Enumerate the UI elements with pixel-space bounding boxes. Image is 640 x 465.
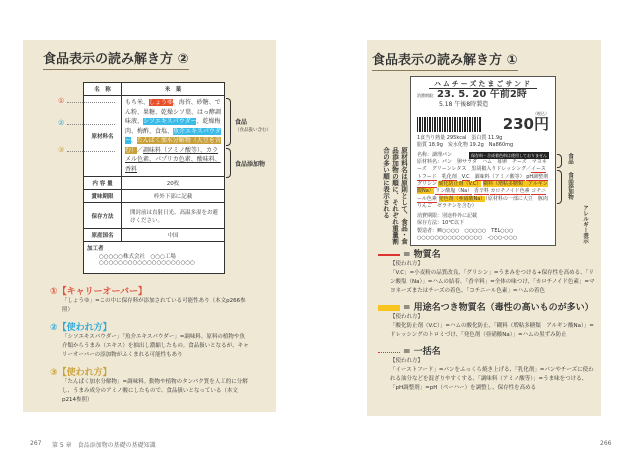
marker-1: ① [58,97,65,105]
row-label: 内 容 量 [84,177,122,190]
sub: 【使われ方】 [390,314,424,320]
row-value: 中国 [122,229,225,242]
note-heading [50,320,250,333]
vertical-note: 原材料名は原則として、食品・食品添加物の順に、それぞれ重量割合の多い順に表示される [382,147,408,245]
text: （食品扱い含む） [235,128,271,133]
right-title: 食品表示の読み解き方 ① [372,49,518,71]
notice: 保存料・合成着色料は使用しておりません [471,152,547,158]
row-value: 20枚 [122,177,225,190]
text: 、乾燥梅肉、梅酢、食塩、 [125,118,221,135]
ingredients-value [122,96,225,177]
legend-purpose [378,300,596,340]
ing: pH調整剤 [526,173,549,180]
note-1 [50,284,250,315]
ing: 乳化剤 [441,173,457,180]
ing: カロチノイド色素 [490,188,530,195]
row-label: 保存方法 [84,203,122,229]
maker: 製造者：㈱○○○○ ○○○○○ TEL○○○ [417,227,514,234]
maker-cell [84,242,225,274]
legend-title [378,300,596,313]
label-name: 名称：調理パン [417,151,453,158]
side-additive-label: 食品添加物 [567,172,573,200]
price: 230円 [502,115,549,134]
sub: 【使われ方】 [390,358,424,364]
shoyu-highlight: しょうゆ [149,99,173,106]
gyokai-highlight: 魚介エキスパウダー [125,127,221,144]
maker-line: ○○○○○○○○○○○○○○○○○○○○ [99,260,195,266]
legend-text: 「イーストフード」=パンをふっくら焼き上げる、「乳化剤」=パンやチーズに使われる油分などを混ざりやすくする、「調味料（アミノ酸等）」=うま味をつける、「pH調整剤」=pH（ペーハー）を調整し、保存性を高める [390,367,594,391]
side-food-label [235,117,271,133]
note-3 [50,365,250,405]
leader-line [67,124,115,125]
sub: 【使われ方】 [390,261,424,267]
ing: コチニール色素 [417,188,547,202]
legend [378,247,596,393]
legend-title [378,344,596,357]
sandwich-label [410,76,556,246]
text: 食品 [235,119,248,126]
num: ① [50,287,58,297]
ing: 酸化防止剤（V.C） [438,180,482,187]
food-bracket [557,154,562,168]
product-name: ハムチーズたまごサンド [429,81,537,89]
legend-title [378,247,596,260]
nutrition: 1食当り熱量 295kcal 蛋白質 11.9g [417,135,503,142]
num: ② [50,323,58,333]
notes [50,284,250,405]
wavy-line-swatch [378,351,400,353]
ing: 糊料（増粘多糖類 アルギン酸Na） [417,180,548,195]
additive-bracket [226,148,231,178]
barcode-row [417,110,549,132]
leader-line [67,102,115,103]
heading: 【使われ方】 [57,323,112,333]
tax-label: （税込） [533,110,549,116]
shiso-highlight: シソエキスパウダー [143,118,197,125]
note-heading [50,284,250,297]
ingredients-label: 原材料名 [84,96,122,177]
legend-substance [378,247,596,296]
name-value: 米 菓 [122,83,225,96]
additives-text: 調味料（アミノ酸等）、カラメル色素、パプリカ色素、酸味料、香料 [125,146,221,173]
leader-line [67,151,115,152]
note-text: 「しょうゆ」=この中に保存料が添加されている可能性あり（本文p266参照） [62,298,246,313]
page-number-left: 267 [30,440,42,447]
num: ③ [50,368,58,378]
text: もち米、 [125,99,150,106]
yellow-swatch [378,305,400,311]
barcode [417,117,481,132]
ing: 調味料（アミノ酸等） [474,173,525,180]
row-label: 賞味期限 [84,190,122,203]
text: ／ [137,146,144,154]
chapter-title: 第 5 章 食品添加物の基礎の基礎知識 [52,442,156,449]
food-bracket [226,98,231,146]
row-value: 開封前は直射日光、高温多湿をお避けください。 [122,203,225,229]
maker-label: 加工者 [87,246,104,252]
side-additive-label: 食品添加物 [235,161,266,168]
title: = 用途名つき物質名（毒性の高いものが多い） [403,303,594,313]
maker: ○○○○○○○○○○○○○○○ -○○○-○○○ [417,235,518,242]
name-label: 名 称 [84,83,122,96]
expiry-line [417,91,549,100]
note-text: 「たんぱく加水分解物」=調味料。動物や植物のタンパク質を人工的に分解し、うまみ成分のアミノ酸にしたもので、食品扱いとなっている（本文p214参照） [62,379,248,403]
marker-2: ② [58,119,65,127]
text: 、 [130,137,137,144]
legend-text: 「V.C」=小麦粉の品質改良、「グリシン」=うまみをつける+保存性を高める、「リン酸塩（Na）」=ハムの結着、「香辛料」=全体の味つけ、「カロチノイド色素」=マヨネーズまたはチーズの着色、「コチニール色素」=ハムの着色 [390,270,595,294]
expiry-date: 23. 5. 20 午前2時 [437,89,527,101]
ing: V.C [461,173,470,180]
ing: グリシン [417,180,437,187]
made-date: 5.18 午後8時製造 [439,100,489,108]
nutrition: 脂質 18.9g 炭水化物 19.2g Na860mg [417,142,514,149]
product-label-table [83,82,225,274]
title: = 物質名 [403,250,441,260]
side-food-label: 食品 [567,153,573,164]
row-label: 原産国名 [84,229,122,242]
maker-line: ○○○○○株式会社 ○○○工場 [99,254,176,260]
red-line-swatch [378,254,400,256]
name-row [417,152,549,159]
expiry-label: 消費期限： [417,93,437,99]
note-text: 「シソエキスパウダー」「魚介エキスパウダー」=調味料。原料の植物や魚介類からうまみ（エキス）を抽出し濃縮したもの。食品扱いとなるが、キャリーオーバーの添加物がふくまれる可能性もあり [62,334,249,358]
storage: 保存方法：10℃以下 [417,220,464,227]
legend-text: 「酸化防止剤（V.C）」=ハムの酸化防止、「糊料（増粘多糖類 アルギン酸Na）」=ドレッシングのトロミづけ、「発色剤（亜硝酸Na）」=ハムの黒ずみ防止 [390,323,594,338]
note-2 [50,320,250,360]
ing: イーストフード [417,166,546,180]
ingredients [417,159,553,210]
title: = 一括名 [403,347,441,357]
note-heading [50,365,250,378]
ing: リン酸塩（Na） [435,188,473,195]
additive-bracket [557,170,562,204]
row-value: 枠外下部に記載 [122,190,225,203]
left-title: 食品表示の読み解き方 ② [43,48,189,70]
tanpaku-highlight: たんぱく加水分解物（大豆を含む） [125,137,221,154]
side-allergy-label: アレルギー表示 [582,205,588,244]
ing: 発色剤（亜硝酸Na） [438,195,486,202]
page-number-right: 266 [600,440,612,447]
price-box [503,110,549,132]
text: 、海苔、砂糖、でん粉、果糖、乾燥シソ葉、はっ酵調味液、 [125,99,222,125]
expiry-note: 消費期限：別途枠外に記載 [417,213,478,220]
ing: 香辛料 [473,188,489,195]
text: 原材料名：パン 卵サラダ ハム 苺卵 チーズ マヨネーズ グリーンレタス 黒胡椒入りドレッシング／ [417,159,547,173]
legend-collective [378,344,596,393]
heading: 【キャリーオーバー】 [57,287,147,297]
marker-3: ③ [58,146,65,154]
allergy: （原材料の一部に大豆 豚肉 りんご ゼラチンを含む） [417,195,553,209]
heading: 【使われ方】 [57,368,112,378]
